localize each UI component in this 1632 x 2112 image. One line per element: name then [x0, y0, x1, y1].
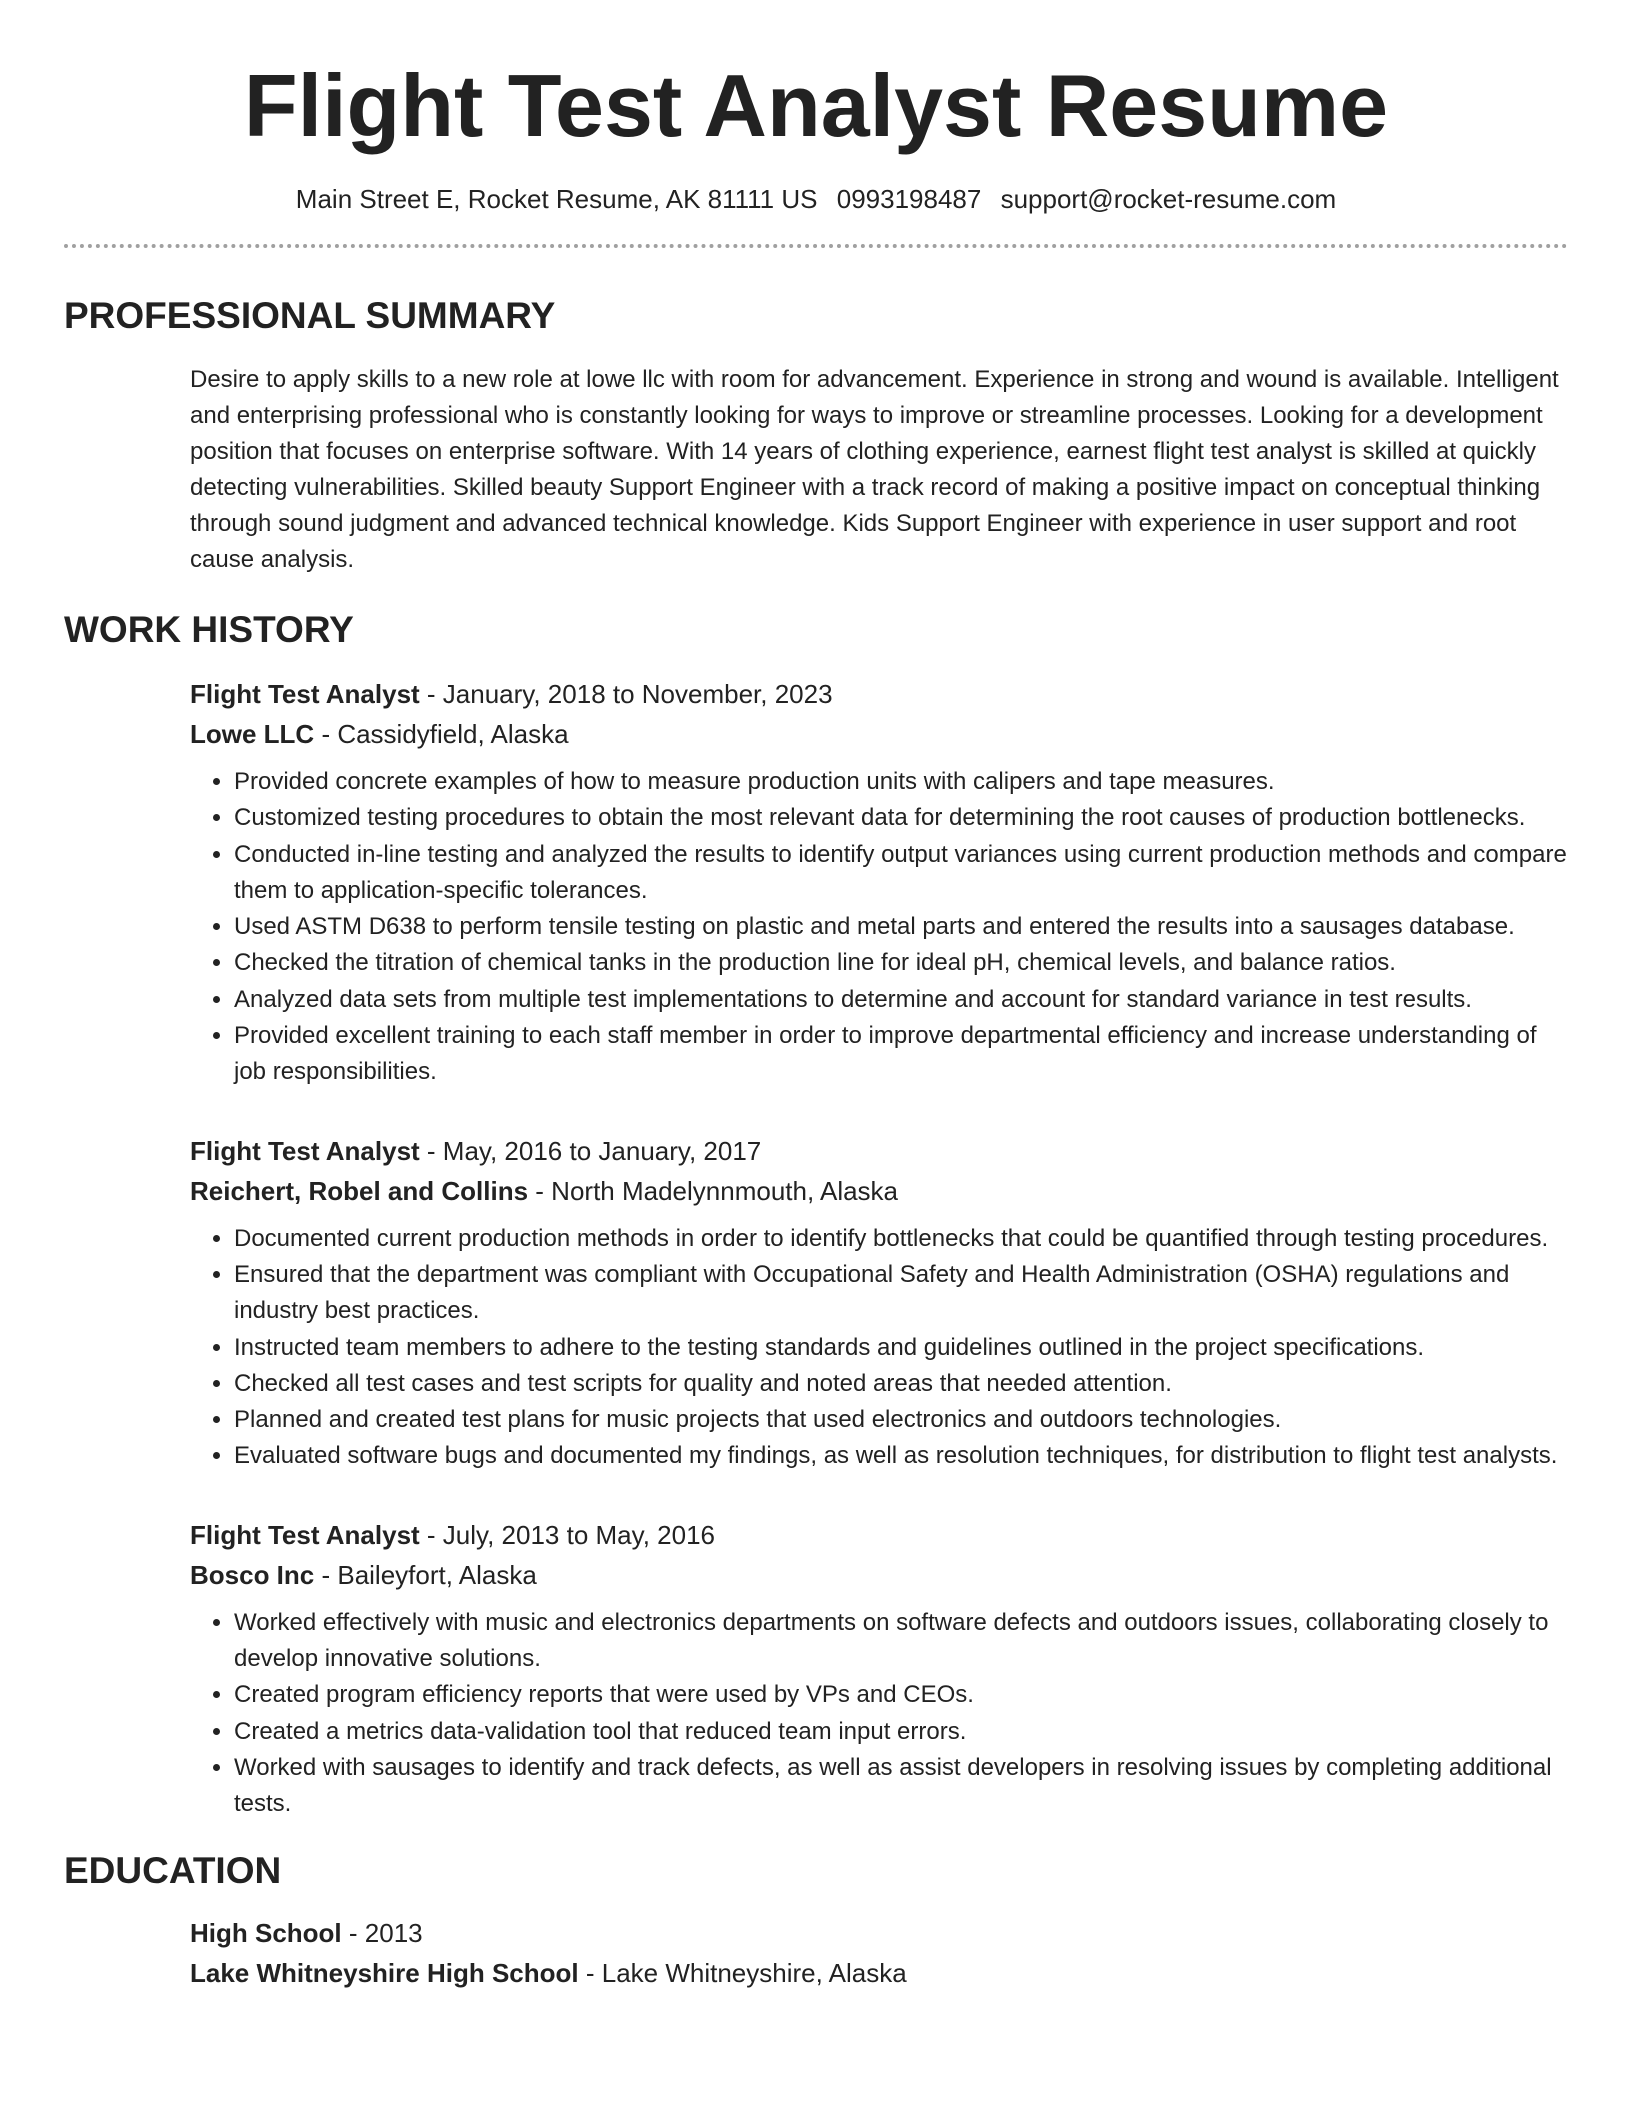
- contact-email: support@rocket-resume.com: [1000, 184, 1337, 214]
- list-item: • Provided concrete examples of how to measure production units with calipers and tape measures.: [234, 764, 1568, 800]
- job-company-line: [190, 714, 1568, 754]
- education-school-line: [190, 1953, 1568, 1993]
- education-degree-line: [190, 1913, 1568, 1953]
- list-item: • Used ASTM D638 to perform tensile testing on plastic and metal parts and entered the results into a sausages database.: [234, 909, 1568, 945]
- header-divider: [64, 244, 1568, 248]
- list-item: • Checked the titration of chemical tanks in the production line for ideal pH, chemical levels, and balance ratios.: [234, 945, 1568, 981]
- job-location: - North Madelynnmouth, Alaska: [528, 1175, 899, 1206]
- resume-title: Flight Test Analyst Resume: [243, 56, 1389, 155]
- section-heading-work-history: WORK HISTORY: [64, 609, 354, 650]
- list-item: • Ensured that the department was compliant with Occupational Safety and Health Administration (OSHA) regulations and industry best practices.: [234, 1257, 1568, 1330]
- job-dates: - January, 2018 to November, 2023: [419, 679, 833, 709]
- job-title: Flight Test Analyst: [190, 1135, 420, 1166]
- job-entry-3: [190, 1515, 1568, 1823]
- job-company: Lowe LLC: [190, 719, 315, 749]
- list-item: • Analyzed data sets from multiple test implementations to determine and account for standard variance in test results.: [234, 982, 1568, 1018]
- list-item: • Customized testing procedures to obtain the most relevant data for determining the root causes of production bottlenecks.: [234, 800, 1568, 836]
- contact-phone: 0993198487: [836, 184, 982, 214]
- list-item: • Worked with sausages to identify and track defects, as well as assist developers in resolving issues by completing additional tests.: [234, 1750, 1568, 1823]
- job-entry-1: [190, 674, 1568, 1091]
- education-year: - 2013: [341, 1917, 423, 1948]
- summary-text: Desire to apply skills to a new role at lowe llc with room for advancement. Experience in strong and wound is available. Intelligent and enterprising professional who is constantly looking for ways to improve or streamline processes. Looking for a development position that focuses on enterprise software. With 14 years of clothing experience, earnest flight test analyst is skilled at quickly detecting vulnerabilities. Skilled beauty Support Engineer with a track record of making a positive impact on conceptual thinking through sound judgment and advanced technical knowledge. Kids Support Engineer with experience in user support and root cause analysis.: [190, 366, 1559, 573]
- list-item: • Evaluated software bugs and documented my findings, as well as resolution techniques, for distribution to flight test analysts.: [234, 1438, 1568, 1474]
- job-dates: - July, 2013 to May, 2016: [419, 1519, 715, 1550]
- list-item: • Provided excellent training to each staff member in order to improve departmental efficiency and increase understanding of job responsibilities.: [234, 1018, 1568, 1091]
- list-item: • Created a metrics data-validation tool that reduced team input errors.: [234, 1714, 1568, 1750]
- job-dates: - May, 2016 to January, 2017: [419, 1135, 762, 1166]
- job-location: - Cassidyfield, Alaska: [314, 719, 569, 749]
- education-location: - Lake Whitneyshire, Alaska: [578, 1957, 907, 1988]
- contact-line: [64, 182, 1568, 216]
- job-title: Flight Test Analyst: [190, 1519, 420, 1550]
- job-title-line: [190, 1131, 1568, 1171]
- list-item: • Planned and created test plans for music projects that used electronics and outdoors technologies.: [234, 1402, 1568, 1438]
- section-heading-education: EDUCATION: [64, 1849, 282, 1891]
- job-location: - Baileyfort, Alaska: [314, 1559, 537, 1590]
- job-company: Bosco Inc: [190, 1559, 315, 1590]
- list-item: • Conducted in-line testing and analyzed the results to identify output variances using current production methods and compare them to application-specific tolerances.: [234, 837, 1568, 910]
- list-item: • Worked effectively with music and electronics departments on software defects and outdoors issues, collaborating closely to develop innovative solutions.: [234, 1605, 1568, 1678]
- job-company-line: [190, 1171, 1568, 1211]
- list-item: • Documented current production methods in order to identify bottlenecks that could be quantified through testing procedures.: [234, 1221, 1568, 1257]
- job-title-line: [190, 1515, 1568, 1555]
- job-bullets: [190, 1605, 1568, 1823]
- job-entry-2: [190, 1131, 1568, 1475]
- job-title: Flight Test Analyst: [190, 679, 420, 709]
- job-bullets: [190, 764, 1568, 1091]
- list-item: • Checked all test cases and test scripts for quality and noted areas that needed attention.: [234, 1366, 1568, 1402]
- list-item: • Instructed team members to adhere to the testing standards and guidelines outlined in the project specifications.: [234, 1330, 1568, 1366]
- education-school: Lake Whitneyshire High School: [190, 1957, 579, 1988]
- job-company-line: [190, 1555, 1568, 1595]
- job-company: Reichert, Robel and Collins: [190, 1175, 529, 1206]
- list-item: • Created program efficiency reports that were used by VPs and CEOs.: [234, 1677, 1568, 1713]
- job-bullets: [190, 1221, 1568, 1475]
- job-title-line: [190, 674, 1568, 714]
- section-heading-summary: PROFESSIONAL SUMMARY: [64, 295, 556, 336]
- contact-address: Main Street E, Rocket Resume, AK 81111 US: [295, 184, 818, 214]
- education-entry: [190, 1913, 1568, 1993]
- education-degree: High School: [190, 1917, 342, 1948]
